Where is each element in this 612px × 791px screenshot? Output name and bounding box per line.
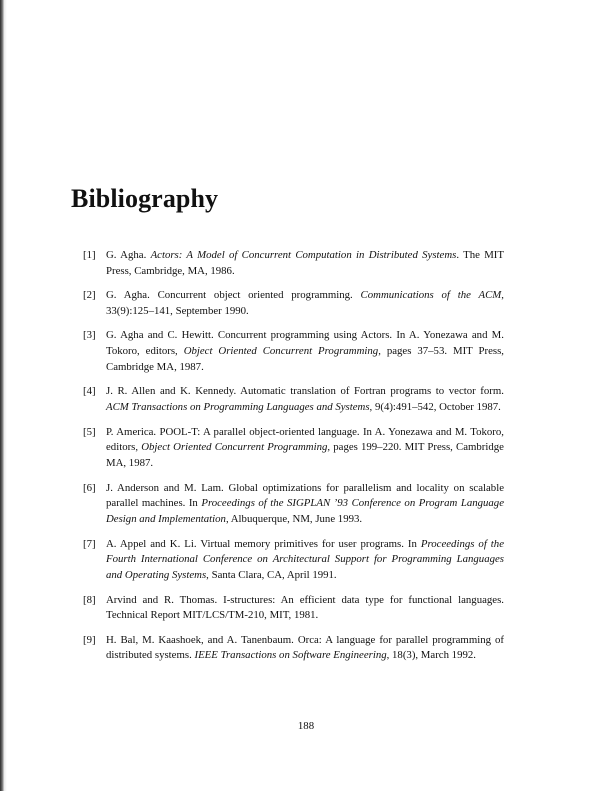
- reference-entry: [83, 248, 504, 280]
- reference-text-segment: . The MIT Press, Cambridge, MA, 1986.: [106, 249, 504, 277]
- reference-text-segment: , Albuquerque, NM, June 1993.: [225, 513, 363, 526]
- reference-title-italic: Object Oriented Concurrent Programming: [141, 441, 328, 454]
- reference-text: [106, 249, 504, 277]
- reference-number: [7]: [83, 537, 96, 550]
- reference-title-italic: Object Oriented Concurrent Programming: [183, 345, 379, 358]
- reference-entry: [83, 288, 504, 320]
- page-scan-shadow: [4, 0, 7, 791]
- reference-text-segment: , 9(4):491–542, October 1987.: [369, 401, 501, 414]
- reference-entry: [83, 328, 504, 375]
- reference-text-segment: P. America. POOL-T: A parallel object-oriented language. In A. Yonezawa and M. Tokoro, editors,: [106, 425, 504, 454]
- reference-number: [9]: [83, 633, 96, 646]
- reference-text: [106, 634, 504, 662]
- reference-text-segment: A. Appel and K. Li. Virtual memory primitives for user programs. In: [106, 537, 421, 550]
- reference-text-segment: Arvind and R. Thomas. I-structures: An efficient data type for functional languages. Technical Report MIT/LCS/TM-210, MIT, 1981.: [106, 593, 504, 622]
- reference-text-segment: , 33(9):125–141, September 1990.: [106, 289, 504, 317]
- reference-text-segment: J. R. Allen and K. Kennedy. Automatic translation of Fortran programs to vector form.: [106, 385, 504, 398]
- reference-text: [106, 426, 504, 470]
- reference-text-segment: , pages 37–53. MIT Press, Cambridge MA, 1987.: [106, 345, 504, 373]
- reference-number: [1]: [83, 249, 96, 261]
- reference-number: [4]: [83, 385, 96, 398]
- reference-text-segment: J. Anderson and M. Lam. Global optimizations for parallelism and locality on scalable parallel machines. In: [106, 481, 504, 510]
- reference-text-segment: G. Agha and C. Hewitt. Concurrent programming using Actors. In A. Yonezawa and M. Tokoro, editors,: [106, 329, 504, 358]
- reference-title-italic: Actors: A Model of Concurrent Computation in Distributed Systems: [150, 249, 457, 261]
- reference-entry: [83, 425, 504, 472]
- reference-number: [2]: [83, 289, 96, 302]
- reference-number: [8]: [83, 593, 96, 606]
- reference-number: [5]: [83, 425, 96, 438]
- reference-title-italic: Proceedings of the SIGPLAN ’93 Conference on Program Language Design and Implementation: [106, 497, 505, 526]
- page-number: 188: [297, 720, 315, 732]
- reference-title-italic: Communications of the ACM: [360, 289, 502, 302]
- reference-number: [3]: [83, 329, 96, 342]
- reference-entry: [83, 593, 504, 625]
- reference-entry: [83, 537, 504, 584]
- reference-entry: [83, 384, 504, 416]
- reference-text-segment: G. Agha. Concurrent object oriented programming.: [106, 289, 361, 302]
- reference-text-segment: , Santa Clara, CA, April 1991.: [206, 569, 337, 582]
- reference-number: [6]: [83, 481, 96, 494]
- reference-text: [106, 329, 504, 373]
- reference-title-italic: ACM Transactions on Programming Languages and Systems: [106, 401, 370, 414]
- reference-entry: [83, 481, 504, 528]
- reference-text-segment: H. Bal, M. Kaashoek, and A. Tanenbaum. Orca: A language for parallel programming of distributed systems.: [106, 633, 504, 662]
- reference-text-segment: G. Agha.: [106, 249, 151, 261]
- reference-text-segment: , 18(3), March 1992.: [386, 649, 476, 662]
- reference-title-italic: Proceedings of the Fourth International Conference on Architectural Support for Programming Languages and Operating Systems: [106, 537, 504, 582]
- reference-text: [106, 482, 504, 526]
- page-title: Bibliography: [71, 184, 219, 213]
- reference-text: [106, 385, 504, 413]
- reference-entry: [83, 633, 504, 665]
- reference-text-segment: , pages 199–220. MIT Press, Cambridge MA, 1987.: [106, 441, 504, 470]
- reference-text: [106, 594, 504, 622]
- reference-list: [83, 248, 504, 673]
- reference-text: [106, 289, 504, 317]
- reference-text: [106, 538, 504, 582]
- reference-title-italic: IEEE Transactions on Software Engineering: [194, 649, 387, 662]
